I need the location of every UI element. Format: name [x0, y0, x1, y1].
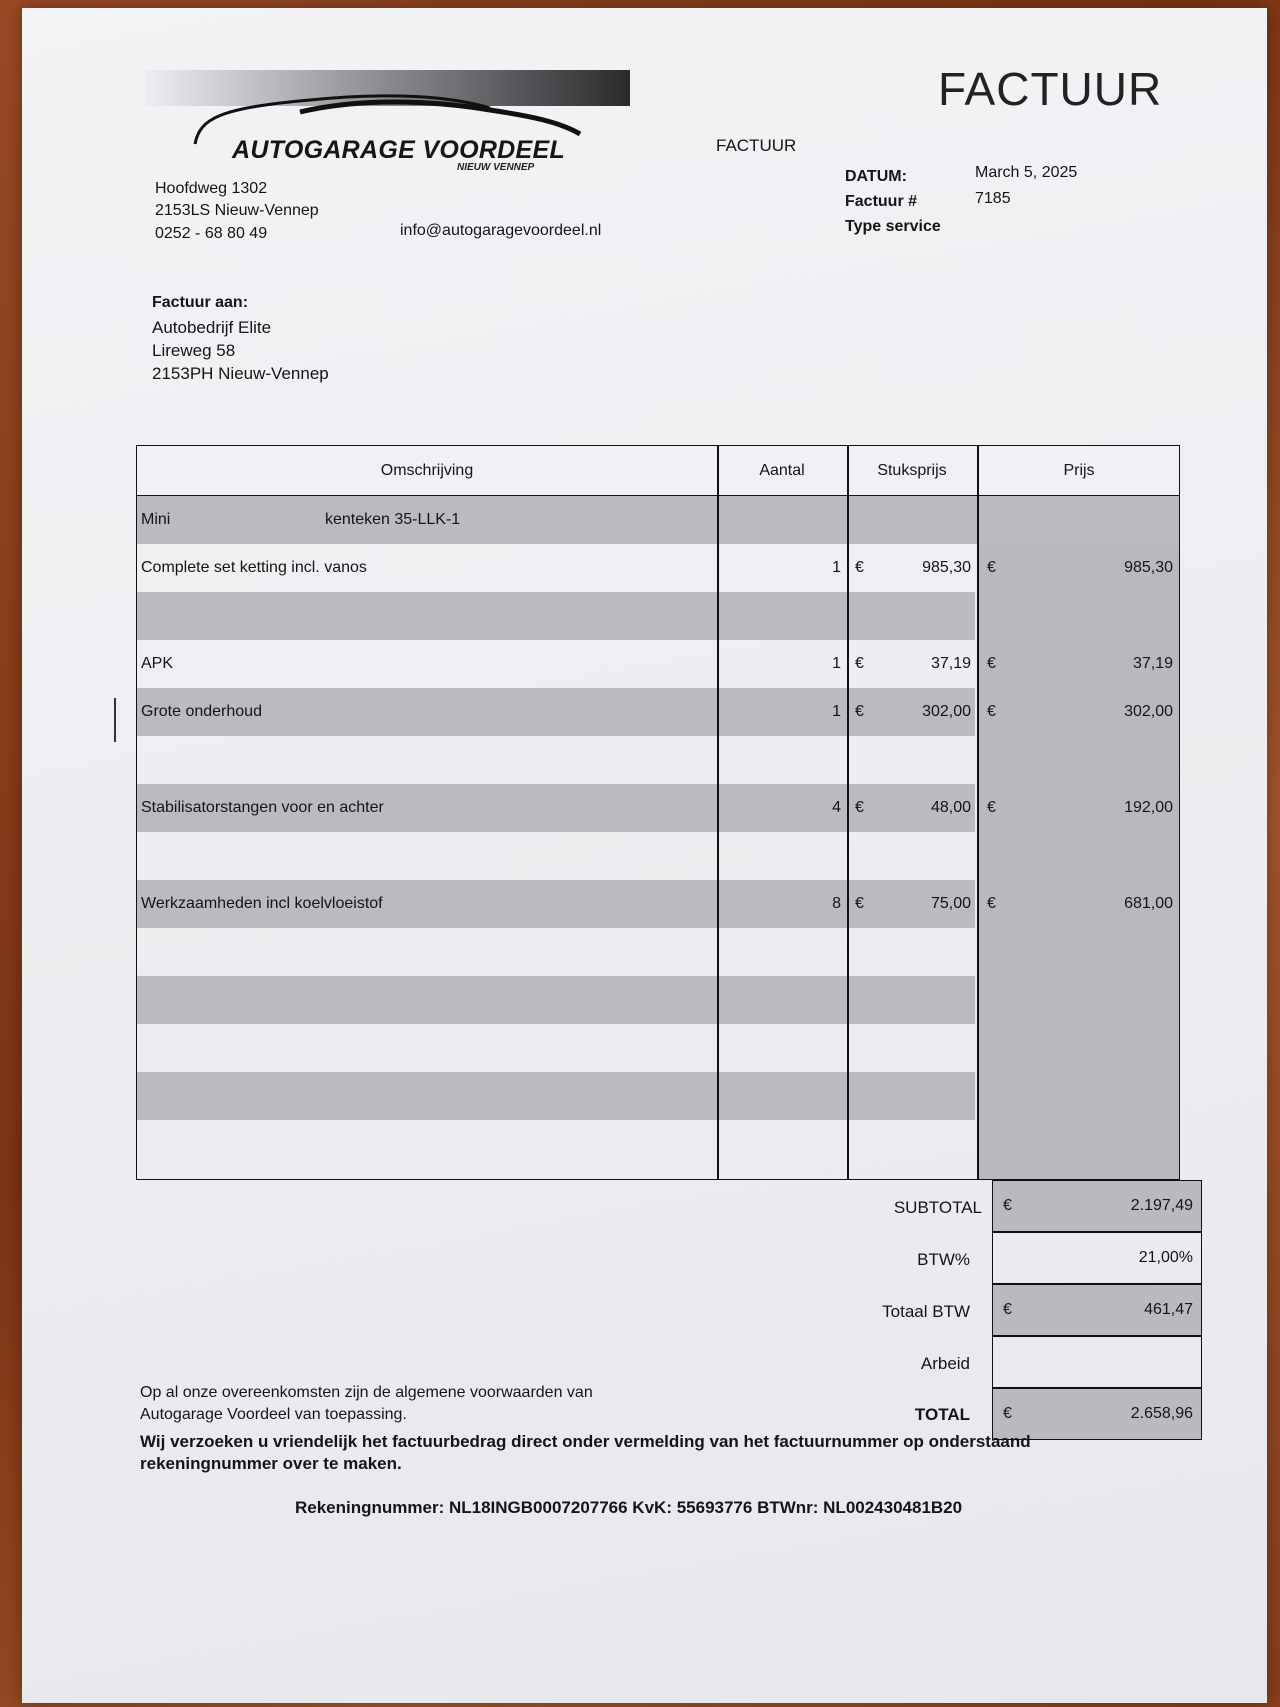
table-row: [137, 976, 975, 1024]
line-item: [137, 544, 1179, 592]
vat-percent-box: [992, 1232, 1202, 1284]
item-quantity: 4: [832, 799, 841, 816]
bill-to-street: Lireweg 58: [152, 341, 236, 360]
item-price: 37,19: [1132, 655, 1173, 672]
pen-mark: [114, 698, 116, 742]
subtotal-currency: €: [1003, 1197, 1012, 1214]
vat-total-currency: €: [1003, 1301, 1012, 1318]
unit-currency: €: [855, 895, 864, 912]
bill-to-address: [152, 316, 329, 385]
company-city: 2153LS Nieuw-Vennep: [155, 202, 319, 219]
vat-total-value: 461,47: [1144, 1301, 1193, 1318]
vehicle-plate: kenteken 35-LLK-1: [325, 511, 461, 528]
payment-request-line-2: rekeningnummer over te maken.: [140, 1454, 402, 1473]
item-unit-price: 302,00: [922, 703, 971, 720]
company-logo-sub: NIEUW VENNEP: [457, 162, 535, 173]
labour-label: Arbeid: [920, 1354, 970, 1373]
invoice-table: [136, 445, 1180, 1180]
table-row: [137, 1072, 975, 1120]
item-description: Complete set ketting incl. vanos: [141, 559, 367, 576]
item-price: 985,30: [1124, 559, 1173, 576]
company-logo-name: AUTOGARAGE VOORDEEL: [232, 136, 566, 164]
unit-currency: €: [855, 559, 864, 576]
item-unit-price: 985,30: [922, 559, 971, 576]
total-currency: €: [1003, 1405, 1012, 1422]
date-label: DATUM:: [845, 168, 907, 185]
labour-box: [992, 1336, 1202, 1388]
line-item: [137, 784, 1179, 832]
subtotal-value: 2.197,49: [1130, 1197, 1193, 1214]
unit-currency: €: [855, 703, 864, 720]
doc-subtitle: FACTUUR: [716, 136, 797, 155]
price-currency: €: [987, 655, 996, 672]
item-description: Grote onderhoud: [141, 703, 262, 720]
item-description: Werkzaamheden incl koelvloeistof: [141, 895, 383, 912]
line-item: [137, 688, 1179, 736]
item-price: 192,00: [1124, 799, 1173, 816]
item-quantity: 1: [832, 559, 841, 576]
terms-line-2: Autogarage Voordeel van toepassing.: [140, 1406, 407, 1423]
price-currency: €: [987, 559, 996, 576]
company-email: info@autogaragevoordeel.nl: [400, 222, 602, 239]
item-price: 302,00: [1124, 703, 1173, 720]
subtotal-box: [992, 1180, 1202, 1232]
vehicle-row: [137, 496, 1179, 544]
bill-to-name: Autobedrijf Elite: [152, 318, 272, 337]
item-quantity: 8: [832, 895, 841, 912]
item-unit-price: 37,19: [930, 655, 971, 672]
bill-to-city: 2153PH Nieuw-Vennep: [152, 364, 329, 383]
total-value: 2.658,96: [1130, 1405, 1193, 1422]
payment-request-line-1: Wij verzoeken u vriendelijk het factuurbedrag direct onder vermelding van het factuurnummer op onderstaand: [140, 1432, 1031, 1451]
unit-currency: €: [855, 799, 864, 816]
item-unit-price: 75,00: [930, 895, 971, 912]
vehicle-model: Mini: [141, 511, 171, 528]
line-item: [137, 640, 1179, 688]
price-currency: €: [987, 799, 996, 816]
total-label: TOTAL: [914, 1405, 970, 1424]
item-description: Stabilisatorstangen voor en achter: [141, 799, 384, 816]
header-description: Omschrijving: [380, 462, 474, 479]
line-item: [137, 880, 1179, 928]
page-title: FACTUUR: [938, 63, 1163, 115]
vat-total-box: [992, 1284, 1202, 1336]
service-type-label: Type service: [845, 218, 941, 235]
header-price: Prijs: [1063, 462, 1095, 479]
terms-line-1: Op al onze overeenkomsten zijn de algemene voorwaarden van: [140, 1384, 593, 1401]
vat-percent-label: BTW%: [917, 1250, 970, 1269]
bank-details: Rekeningnummer: NL18INGB0007207766 KvK: 55693776 BTWnr: NL002430481B20: [295, 1498, 963, 1517]
vat-percent-value: 21,00%: [1138, 1249, 1193, 1266]
company-phone: 0252 - 68 80 49: [155, 225, 268, 242]
invoice-number-value: 7185: [975, 190, 1011, 207]
subtotal-label: SUBTOTAL: [893, 1198, 982, 1217]
header-unit-price: Stuksprijs: [877, 462, 947, 479]
vat-total-label: Totaal BTW: [882, 1302, 970, 1321]
item-quantity: 1: [832, 703, 841, 720]
invoice-number-label: Factuur #: [845, 193, 918, 210]
table-row: [137, 592, 975, 640]
price-column-shade: [977, 496, 1179, 1179]
date-value: March 5, 2025: [975, 164, 1078, 181]
item-price: 681,00: [1124, 895, 1173, 912]
item-unit-price: 48,00: [930, 799, 971, 816]
price-currency: €: [987, 895, 996, 912]
company-street: Hoofdweg 1302: [155, 180, 268, 197]
header-quantity: Aantal: [759, 462, 805, 479]
item-quantity: 1: [832, 655, 841, 672]
bill-to-label: Factuur aan:: [152, 294, 249, 311]
price-currency: €: [987, 703, 996, 720]
item-description: APK: [141, 655, 174, 672]
unit-currency: €: [855, 655, 864, 672]
